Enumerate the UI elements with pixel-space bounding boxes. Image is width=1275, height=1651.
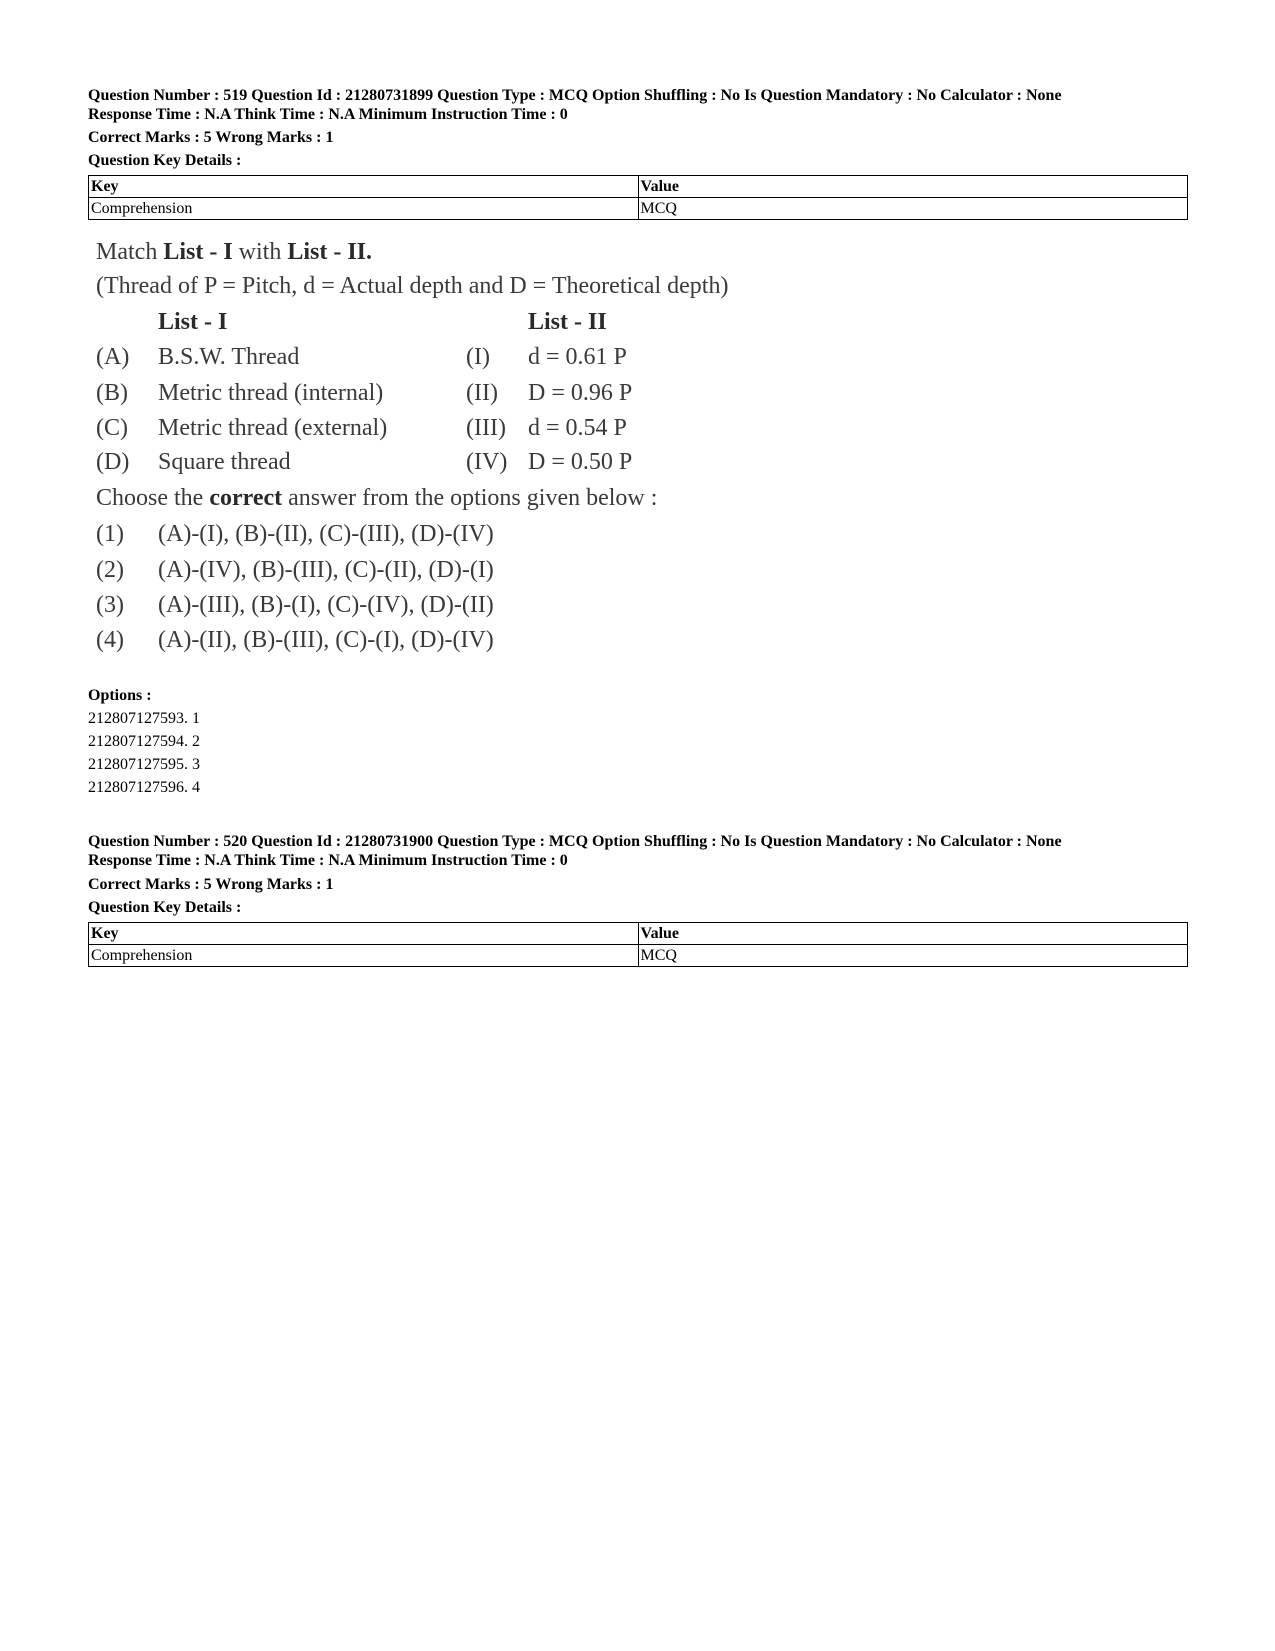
q519-header-line2: Response Time : N.A Think Time : N.A Minimum Instruction Time : 0 [88,106,568,123]
table-cell-value: MCQ [638,945,1188,967]
q520-header-line1: Question Number : 520 Question Id : 21280731900 Question Type : MCQ Option Shuffling : No Is Question Mandatory : No Calculator : None [88,833,1062,850]
answer-4-tag: (4) [96,627,124,653]
table-row [89,945,1188,967]
q519-marks: Correct Marks : 5 Wrong Marks : 1 [88,129,334,146]
pair-iv-tag: (IV) [466,449,508,475]
table-row [89,198,1188,220]
pair-c-tag: (C) [96,415,128,441]
table-header-row [89,176,1188,198]
answer-2-text: (A)-(IV), (B)-(III), (C)-(II), (D)-(I) [158,557,494,583]
intro-list1: List - I [163,239,233,265]
q519-key-table [88,175,1188,220]
pair-d-text: Square thread [158,449,291,475]
table-header-key: Key [89,923,639,945]
q520-marks: Correct Marks : 5 Wrong Marks : 1 [88,876,334,893]
pair-iv-text: D = 0.50 P [528,449,633,475]
choose-pre: Choose the [96,485,210,511]
pair-a-text: B.S.W. Thread [158,344,300,370]
table-header-key: Key [89,176,639,198]
answer-4-text: (A)-(II), (B)-(III), (C)-(I), (D)-(IV) [158,627,494,653]
pair-i-tag: (I) [466,344,490,370]
choose-bold: correct [209,485,283,511]
table-cell-key: Comprehension [89,945,639,967]
table-header-value: Value [638,923,1188,945]
q519-key-details-label: Question Key Details : [88,152,242,169]
table-header-row [89,923,1188,945]
list2-header [528,308,607,336]
intro-text: Match [96,239,164,265]
answer-2-tag: (2) [96,557,124,583]
answer-3-text: (A)-(III), (B)-(I), (C)-(IV), (D)-(II) [158,592,494,618]
option-item-4: 212807127596. 4 [88,779,200,796]
option-item-2: 212807127594. 2 [88,733,200,750]
pair-ii-tag: (II) [466,380,498,406]
pair-c-text: Metric thread (external) [158,415,388,441]
q519-header-line1: Question Number : 519 Question Id : 21280731899 Question Type : MCQ Option Shuffling : No Is Question Mandatory : No Calculator : None [88,87,1062,104]
pair-i-text: d = 0.61 P [528,344,627,370]
question-intro [96,238,372,266]
choose-post: answer from the options given below : [282,485,658,511]
pair-ii-text: D = 0.96 P [528,380,633,406]
pair-iii-tag: (III) [466,415,506,441]
list1-header-text: List - I [158,309,228,335]
table-cell-value: MCQ [638,198,1188,220]
answer-1-text: (A)-(I), (B)-(II), (C)-(III), (D)-(IV) [158,521,494,547]
q520-header-line2: Response Time : N.A Think Time : N.A Minimum Instruction Time : 0 [88,852,568,869]
q520-key-table [88,922,1188,967]
intro-with: with [232,239,288,265]
pair-iii-text: d = 0.54 P [528,415,627,441]
intro-list2: List - II. [287,239,373,265]
table-header-value: Value [638,176,1188,198]
answer-1-tag: (1) [96,521,124,547]
q520-key-details-label: Question Key Details : [88,899,242,916]
question-image [88,238,848,678]
pair-a-tag: (A) [96,344,130,370]
question-subtitle: (Thread of P = Pitch, d = Actual depth and D = Theoretical depth) [96,273,729,299]
answer-3-tag: (3) [96,592,124,618]
table-cell-key: Comprehension [89,198,639,220]
pair-b-tag: (B) [96,380,128,406]
choose-instruction [96,484,657,512]
pair-b-text: Metric thread (internal) [158,380,384,406]
options-label: Options : [88,687,152,704]
pair-d-tag: (D) [96,449,130,475]
list2-header-text: List - II [528,309,607,335]
option-item-3: 212807127595. 3 [88,756,200,773]
list1-header [158,308,227,336]
option-item-1: 212807127593. 1 [88,710,200,727]
